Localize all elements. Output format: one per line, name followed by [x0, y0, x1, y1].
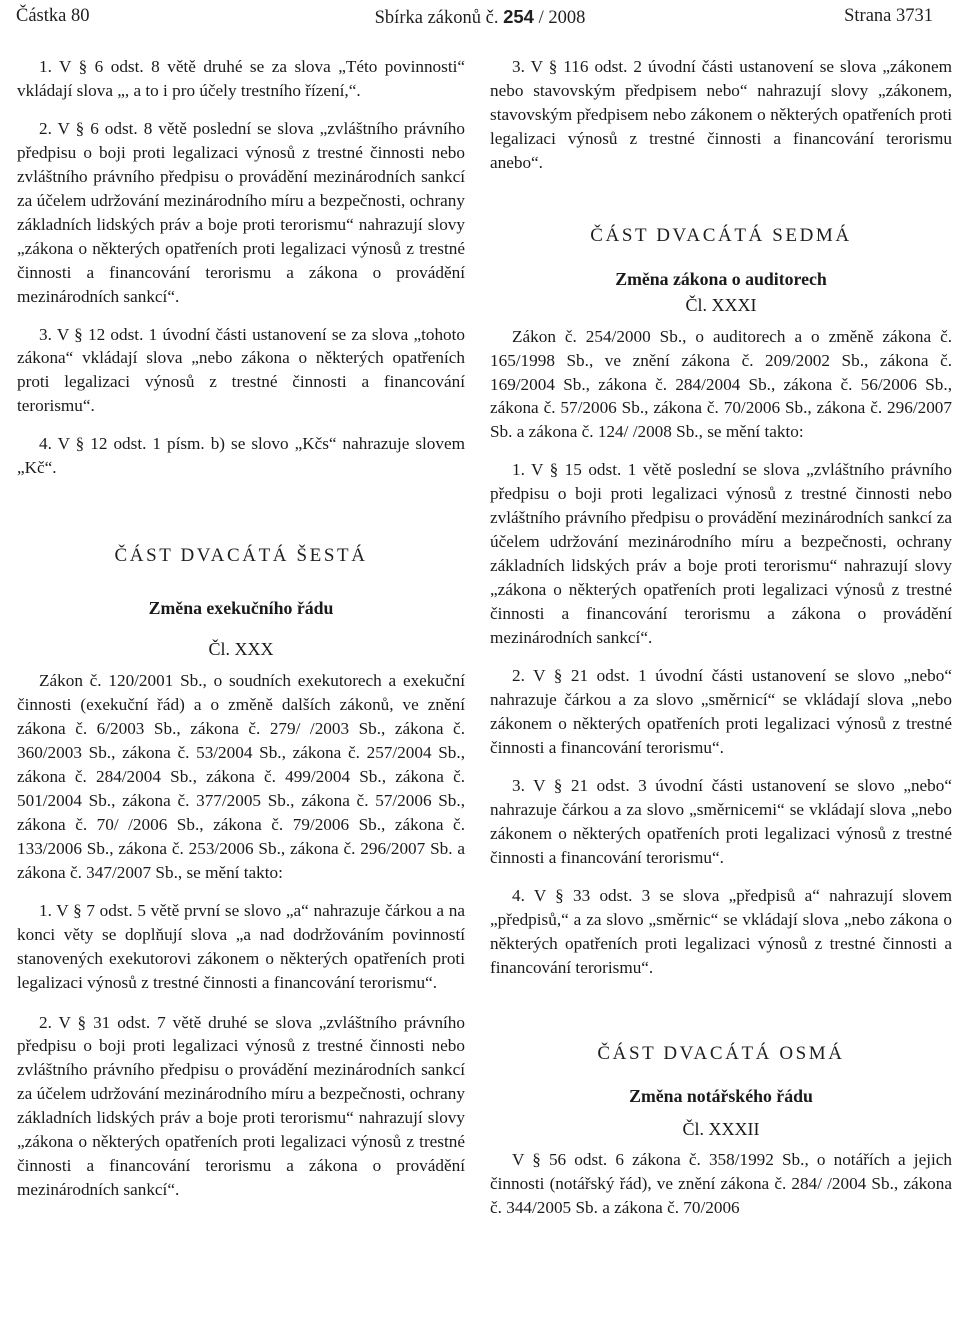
issue-label: Částka 80	[16, 6, 90, 26]
amendment-point: 3. V § 12 odst. 1 úvodní části ustanovení se za slova „tohoto zákona“ vkládají slova „nebo zákona o některých opatřeních proti legalizaci výnosů z trestné činnosti a financování terorismu“.	[17, 324, 465, 416]
amendment-point: 1. V § 7 odst. 5 větě první se slovo „a“ nahrazuje čárkou a na konci věty se doplňují slova „a nad dodržováním povinností stanovených exekutorovi zákonem o některých opatřeních proti legalizaci výnosů z trestné činnosti a financování terorismu“.	[17, 900, 465, 992]
amendment-point: 2. V § 31 odst. 7 větě druhé se slova „zvláštního právního předpisu o boji proti legalizaci výnosů z trestné činnosti nebo zvláštního právního předpisu o provádění mezinárodních sankcí za účelem udržování mezinárodního míru a bezpečnosti, ochrany základních lidských práv a boje proti terorismu“ nahrazují slovy „zákona o některých opatřeních proti legalizaci výnosů z trestné činnosti a financování terorismu a zákona o provádění mezinárodních sankcí“.	[17, 1012, 465, 1200]
page-number: Strana 3731	[844, 6, 933, 26]
collection-prefix: Sbírka zákonů č.	[374, 8, 499, 28]
law-intro: Zákon č. 120/2001 Sb., o soudních exekutorech a exekuční činnosti (exekuční řád) a o změně dalších zákonů, ve znění zákona č. 6/2003 Sb., zákona č. 279/ /2003 Sb., zákona č. 360/2003 Sb., zákona č. 53/2004 Sb., zákona č. 257/2004 Sb., zákona č. 284/2004 Sb., zákona č. 499/2004 Sb., zákona č. 501/2004 Sb., zákona č. 377/2005 Sb., zákona č. 57/2006 Sb., zákona č. 70/ /2006 Sb., zákona č. 79/2006 Sb., zákona č. 133/2006 Sb., zákona č. 253/2006 Sb., zákona č. 296/2007 Sb. a zákona č. 347/2007 Sb., se mění takto:	[17, 671, 465, 882]
article-number: Čl. XXXI	[685, 294, 757, 315]
part-title: ČÁST DVACÁTÁ OSMÁ	[597, 1043, 845, 1065]
amendment-point: 2. V § 6 odst. 8 větě poslední se slova „zvláštního právního předpisu o boji proti legalizaci výnosů z trestné činnosti nebo zvláštního právního předpisu o provádění mezinárodních sankcí za účelem udržování mezinárodního míru a bezpečnosti, ochrany základních lidských práv a boje proti terorismu“ nahrazují slovy „zákona o některých opatřeních proti legalizaci výnosů z trestné činnosti a financování terorismu a zákona o provádění mezinárodních sankcí“.	[17, 118, 465, 306]
left-column	[17, 55, 465, 1202]
section-title: Změna exekučního řádu	[148, 598, 334, 619]
part-title: ČÁST DVACÁTÁ SEDMÁ	[590, 224, 852, 246]
collection-year: / 2008	[538, 8, 586, 28]
law-intro: Zákon č. 254/2000 Sb., o auditorech a o změně zákona č. 165/1998 Sb., ve znění zákona č. 209/2002 Sb., zákona č. 169/2004 Sb., zákona č. 284/2004 Sb., zákona č. 56/2006 Sb., zákona č. 57/2006 Sb., zákona č. 70/2006 Sb., zákona č. 296/2007 Sb. a zákona č. 124/ /2008 Sb., se mění takto:	[490, 326, 952, 442]
amendment-point: 4. V § 33 odst. 3 se slova „předpisů a“ nahrazují slovem „předpisů,“ a za slovo „směrnic“ se vkládají slova „nebo zákona o některých opatřeních proti legalizaci výnosů z trestné činnosti a financování terorismu“.	[490, 885, 952, 977]
section-title: Změna notářského řádu	[629, 1086, 813, 1107]
right-column	[490, 55, 952, 1220]
section-title: Změna zákona o auditorech	[615, 268, 827, 289]
collection-number: 254	[503, 6, 534, 27]
amendment-point: 4. V § 12 odst. 1 písm. b) se slovo „Kčs“ nahrazuje slovem „Kč“.	[17, 434, 465, 478]
amendment-point: 2. V § 21 odst. 1 úvodní části ustanovení se slovo „nebo“ nahrazuje čárkou a za slovo „směrnicí“ se vkládají slova „nebo zákonem o některých opatřeních proti legalizaci výnosů z trestné činnosti a financování terorismu“.	[490, 666, 952, 757]
part-title: ČÁST DVACÁTÁ ŠESTÁ	[114, 545, 368, 567]
amendment-point: 1. V § 6 odst. 8 větě druhé se za slova „Této povinnosti“ vkládají slova „, a to i pro účely trestního řízení,“.	[17, 57, 465, 100]
amendment-point: 3. V § 116 odst. 2 úvodní části ustanovení se slova „zákonem nebo stavovským předpisem nebo“ nahrazují slovy „zákonem, stavovským předpisem nebo zákonem o některých opatřeních proti legalizaci výnosů z trestné činnosti a financování terorismu anebo“.	[490, 57, 952, 172]
article-number: Čl. XXXII	[682, 1119, 760, 1140]
article-number: Čl. XXX	[208, 639, 274, 660]
amendment-point: 3. V § 21 odst. 3 úvodní části ustanovení se slovo „nebo“ nahrazuje čárkou a za slovo „směrnicemi“ se vkládají slova „nebo zákonem o některých opatřeních proti legalizaci výnosů z trestné činnosti a financování terorismu“.	[490, 775, 952, 867]
page-header	[0, 0, 960, 34]
amendment-point: 1. V § 15 odst. 1 větě poslední se slova „zvláštního právního předpisu o boji proti legalizaci výnosů z trestné činnosti nebo zvláštního právního předpisu o provádění mezinárodních sankcí za účelem udržování mezinárodního míru a bezpečnosti, ochrany základních lidských práv a boje proti terorismu“ nahrazují slovy „zákona o některých opatřeních proti legalizaci výnosů z trestné činnosti a financování terorismu a zákona o provádění mezinárodních sankcí“.	[490, 460, 952, 648]
law-intro: V § 56 odst. 6 zákona č. 358/1992 Sb., o notářích a jejich činnosti (notářský řád), ve znění zákona č. 284/ /2004 Sb., zákona č. 344/2005 Sb. a zákona č. 70/2006	[490, 1150, 952, 1218]
collection-label	[0, 6, 960, 29]
